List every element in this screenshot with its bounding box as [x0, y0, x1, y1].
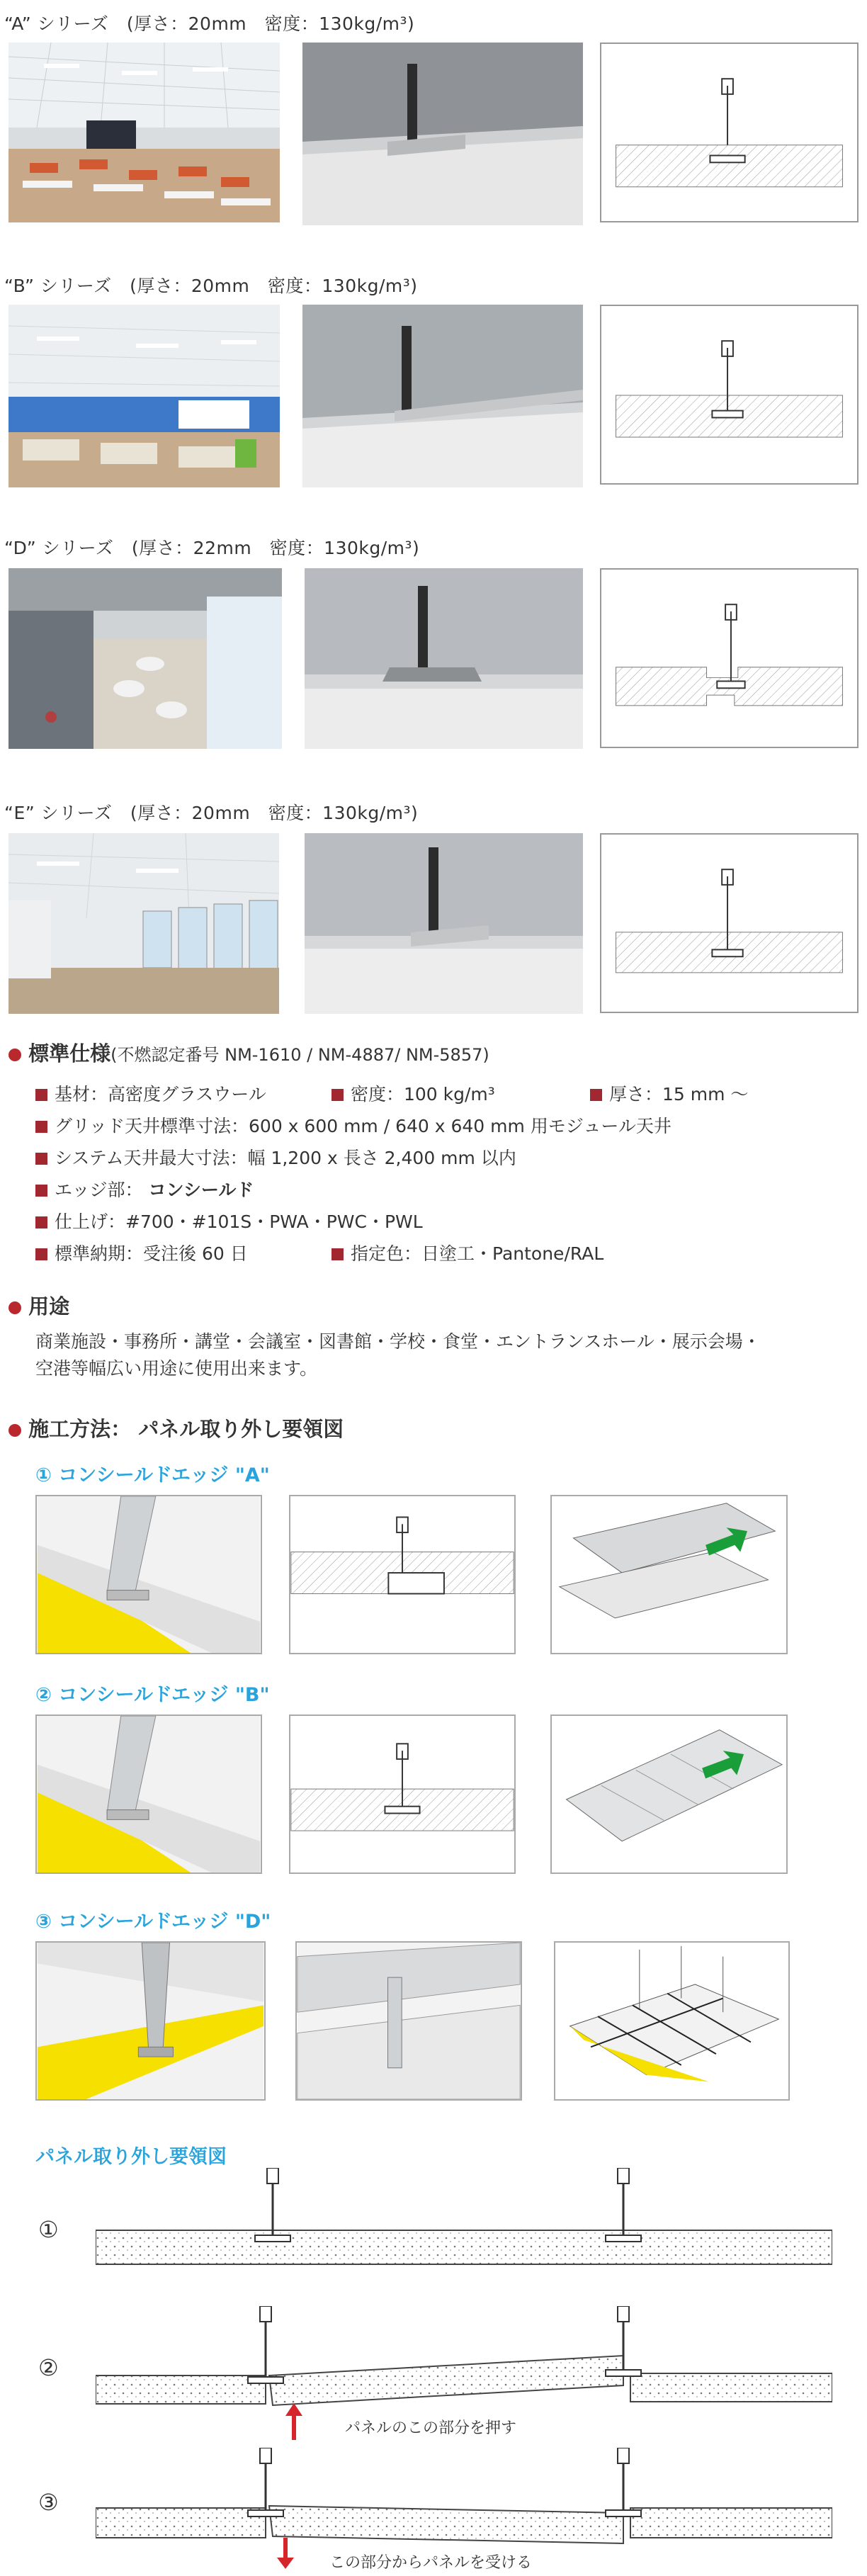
- edge-d-section-photo: [295, 1941, 522, 2101]
- square-bullet-icon: [35, 1121, 47, 1133]
- edge-a-section-diagram: [289, 1495, 516, 1654]
- series-a-title: “A” シリーズ (厚さ：20mm 密度：130kg/m³): [4, 13, 415, 34]
- spec-heading-label: 標準仕様: [28, 1041, 111, 1066]
- removal-step-1-diagram: [96, 2168, 832, 2271]
- edge-b-iso-diagram: [35, 1714, 262, 1874]
- catch-arrow-icon: [277, 2538, 294, 2572]
- series-a-section-diagram: [600, 43, 858, 222]
- removal-heading: パネル取り外し要領図: [35, 2146, 227, 2168]
- usage-heading: 用途: [8, 1291, 69, 1320]
- square-bullet-icon: [590, 1089, 602, 1101]
- spec-delivery: 標準納期：受注後 60 日: [35, 1240, 248, 1265]
- edge-a-removal-diagram: [550, 1495, 788, 1654]
- series-d-section-diagram: [600, 568, 858, 748]
- series-d-photo: [8, 568, 282, 749]
- series-d-title: “D” シリーズ (厚さ：22mm 密度：130kg/m³): [4, 538, 420, 558]
- removal-step-2-diagram: [96, 2306, 832, 2409]
- edge-b-section-diagram: [289, 1714, 516, 1874]
- red-bullet-icon: [8, 1424, 21, 1437]
- edge-d-heading: ③ コンシールドエッジ "D": [35, 1911, 271, 1933]
- spec-thickness: 厚さ：15 mm 〜: [590, 1080, 748, 1106]
- square-bullet-icon: [332, 1248, 344, 1260]
- usage-text: 商業施設・事務所・講堂・会議室・図書館・学校・食堂・エントランスホール・展示会場・ 空港等幅広い用途に使用出来ます。: [35, 1331, 761, 1379]
- removal-step-3-diagram: [96, 2448, 832, 2554]
- spec-heading: [8, 1038, 489, 1067]
- square-bullet-icon: [35, 1153, 47, 1165]
- edge-a-iso-diagram: [35, 1495, 262, 1654]
- square-bullet-icon: [35, 1185, 47, 1197]
- spec-heading-sub: (不燃認定番号 NM-1610 / NM-4887/ NM-5857): [110, 1045, 489, 1065]
- removal-caption-2: パネルのこの部分を押す: [345, 2419, 517, 2437]
- square-bullet-icon: [35, 1216, 47, 1228]
- spec-base: 基材：高密度グラスウール: [35, 1080, 266, 1106]
- series-a-detail-photo: [302, 43, 583, 225]
- series-e-detail-photo: [305, 833, 583, 1014]
- series-a-photo: [8, 43, 280, 222]
- edge-b-heading: ② コンシールドエッジ "B": [35, 1684, 270, 1706]
- method-heading: 施工方法： パネル取り外し要領図: [8, 1413, 344, 1442]
- spec-edge: エッジ部： コンシールド: [35, 1176, 254, 1202]
- spec-density: 密度：100 kg/m³: [332, 1080, 495, 1106]
- edge-b-removal-diagram: [550, 1714, 788, 1874]
- square-bullet-icon: [332, 1089, 344, 1101]
- series-b-photo: [8, 305, 280, 487]
- series-b-section-diagram: [600, 305, 858, 485]
- red-bullet-icon: [8, 1301, 21, 1314]
- spec-grid: グリッド天井標準寸法：600 x 600 mm / 640 x 640 mm 用モジュール天井: [35, 1112, 672, 1138]
- series-b-detail-photo: [302, 305, 583, 487]
- removal-step-2-label: ②: [38, 2354, 59, 2381]
- spec-max: システム天井最大寸法：幅 1,200 x 長さ 2,400 mm 以内: [35, 1144, 516, 1170]
- push-arrow-icon: [285, 2403, 302, 2443]
- removal-caption-3: この部分からパネルを受ける: [329, 2554, 533, 2572]
- square-bullet-icon: [35, 1248, 47, 1260]
- series-d-detail-photo: [305, 568, 583, 749]
- series-e-title: “E” シリーズ (厚さ：20mm 密度：130kg/m³): [4, 803, 419, 823]
- series-e-section-diagram: [600, 833, 858, 1013]
- square-bullet-icon: [35, 1089, 47, 1101]
- edge-d-iso-diagram: [35, 1941, 266, 2101]
- edge-d-grid-diagram: [554, 1941, 790, 2101]
- series-b-title: “B” シリーズ (厚さ：20mm 密度：130kg/m³): [4, 276, 418, 296]
- removal-step-1-label: ①: [38, 2216, 59, 2243]
- spec-finish: 仕上げ：#700・#101S・PWA・PWC・PWL: [35, 1208, 423, 1233]
- red-bullet-icon: [8, 1049, 21, 1061]
- series-e-photo: [8, 833, 279, 1014]
- edge-a-heading: ① コンシールドエッジ "A": [35, 1464, 270, 1486]
- removal-step-3-label: ③: [38, 2489, 59, 2516]
- spec-color: 指定色：日塗工・Pantone/RAL: [332, 1240, 604, 1265]
